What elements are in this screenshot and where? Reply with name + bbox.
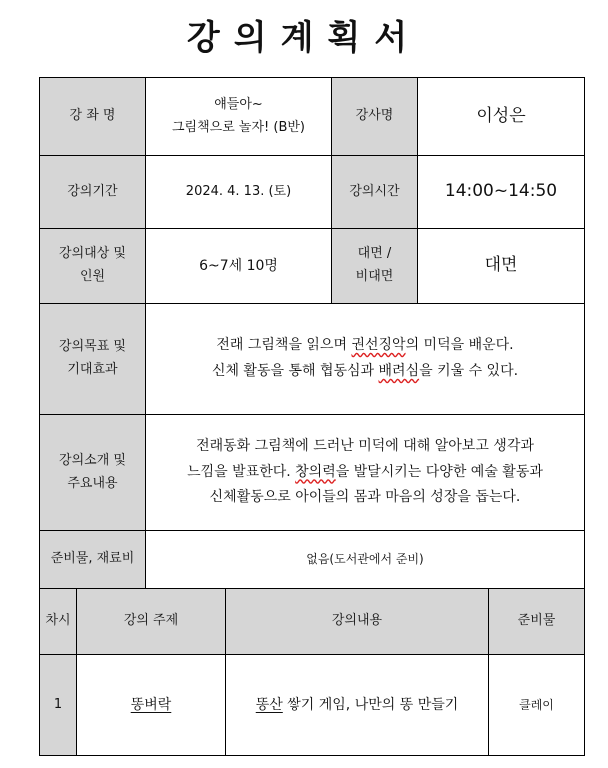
materials-label: 준비물, 재료비 [40,531,146,589]
row-period [40,156,585,229]
intro-label-line2: 주요내용 [67,475,118,491]
goal-text-part6: 을 키울 수 있다. [419,363,519,379]
goal-text-part2: 권선징악 [351,337,406,354]
intro-text [146,415,585,531]
session-content-header: 강의내용 [226,589,489,655]
target-label-line2: 인원 [79,269,106,284]
lecture-plan-table [39,77,585,756]
goal-text-part4: 신체 활동을 통해 협동심과 [211,363,379,379]
row-goal [40,304,585,415]
intro-text-part2: 느낌을 발표한다. [187,463,296,480]
instructor-label: 강사명 [332,78,418,156]
intro-line2 [150,460,580,486]
intro-label-line1: 강의소개 및 [59,452,126,468]
course-name-cell [146,78,332,156]
target-value: 6~7세 10명 [146,229,332,304]
session-no: 1 [40,655,77,756]
document-title: 강의계획서 [186,18,422,58]
session-content [226,655,489,756]
mode-value: 대면 [418,229,585,304]
intro-line3: 신체활동으로 아이들의 몸과 마음의 성장을 돕는다. [209,489,521,506]
goal-text-part5: 배려심 [378,363,420,379]
mode-label-line1: 대면 / [357,246,392,262]
session-prep-header: 준비물 [489,589,585,655]
period-label: 강의기간 [40,156,146,229]
course-name-label: 강 좌 명 [40,78,146,156]
instructor-value: 이성은 [418,78,585,156]
intro-label [40,415,146,531]
session-content-part1: 똥산 [255,696,283,713]
goal-label [40,304,146,415]
goal-line2 [150,359,580,385]
time-label: 강의시간 [332,156,418,229]
sessions-header-row [40,589,585,655]
intro-line1: 전래동화 그림책에 드러난 미덕에 대해 알아보고 생각과 [196,437,534,454]
mode-label-line2: 비대면 [355,269,394,284]
target-label [40,229,146,304]
session-prep: 클레이 [489,655,585,756]
session-topic-text: 똥벼락 [130,696,172,713]
goal-label-line2: 기대효과 [67,362,118,377]
goal-text [146,304,585,415]
goal-label-line1: 강의목표 및 [59,339,126,355]
goal-text-part3: 의 미덕을 배운다. [405,337,514,354]
row-materials [40,531,585,589]
session-topic [77,655,226,756]
goal-line1 [150,333,580,359]
intro-text-part4: 을 발달시키는 다양한 예술 활동과 [335,463,543,480]
intro-text-part3: 창의력 [295,463,336,480]
row-course-name [40,78,585,156]
mode-label [332,229,418,304]
row-target [40,229,585,304]
period-value: 2024. 4. 13. (토) [146,156,332,229]
materials-value: 없음(도서관에서 준비) [146,531,585,589]
session-topic-header: 강의 주제 [77,589,226,655]
session-content-part2: 쌓기 게임, 나만의 똥 만들기 [282,696,459,713]
row-intro [40,415,585,531]
target-label-line1: 강의대상 및 [59,246,126,262]
time-value: 14:00~14:50 [418,156,585,229]
course-name-line1: 얘들아~ [214,96,263,112]
course-name-line2: 그림책으로 놀자! (B반) [171,119,305,135]
goal-text-part1: 전래 그림책을 읽으며 [216,337,352,354]
session-no-header: 차시 [40,589,77,655]
session-row [40,655,585,756]
